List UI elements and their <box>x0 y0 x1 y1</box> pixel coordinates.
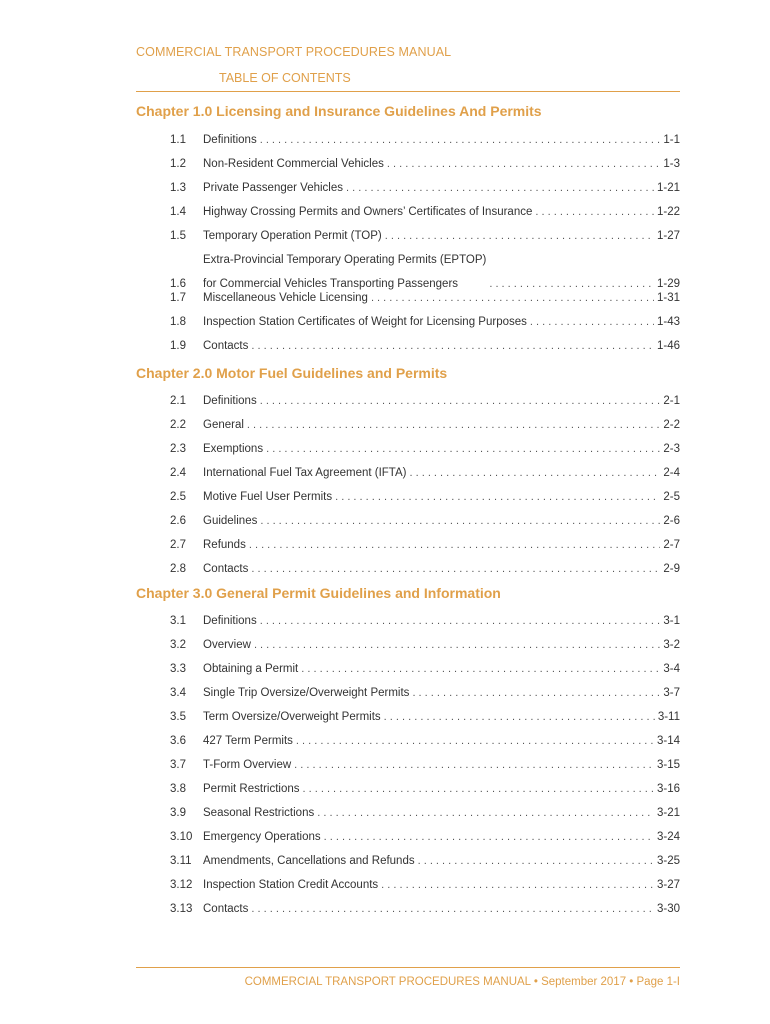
section-number: 3.5 <box>170 711 186 723</box>
toc-entry[interactable] <box>170 638 680 652</box>
section-title: Guidelines <box>203 515 258 527</box>
section-title: Permit Restrictions <box>203 783 300 795</box>
page-number: 3-7 <box>663 687 680 699</box>
dot-leader <box>251 339 654 353</box>
header-divider <box>136 91 680 92</box>
toc-entry[interactable] <box>170 181 680 195</box>
section-title: Seasonal Restrictions <box>203 807 315 819</box>
toc-entry[interactable] <box>170 734 680 748</box>
toc-entry[interactable] <box>170 253 680 291</box>
dot-leader <box>301 662 660 676</box>
section-title-block <box>203 253 486 291</box>
section-title: Inspection Station Certificates of Weight for Licensing Purposes <box>203 316 527 328</box>
footer-divider <box>136 967 680 968</box>
toc-entry[interactable] <box>170 466 680 480</box>
toc-entry[interactable] <box>170 902 680 916</box>
dot-leader <box>266 442 660 456</box>
section-title: Definitions <box>203 134 257 146</box>
page-number: 1-27 <box>656 230 680 242</box>
section-number: 3.6 <box>170 735 186 747</box>
page-number: 3-16 <box>656 783 680 795</box>
section-number: 3.10 <box>170 831 193 843</box>
dot-leader <box>324 830 654 844</box>
section-number: 3.7 <box>170 759 186 771</box>
section-number: 3.13 <box>170 903 193 915</box>
dot-leader <box>335 490 660 504</box>
page-number: 2-1 <box>663 395 680 407</box>
dot-leader <box>260 133 661 147</box>
toc-entry[interactable] <box>170 339 680 353</box>
page-number: 3-11 <box>657 711 680 723</box>
chapter-heading: Chapter 1.0 Licensing and Insurance Guidelines And Permits <box>136 103 542 119</box>
section-number: 1.1 <box>170 134 186 146</box>
toc-entry[interactable] <box>170 291 680 305</box>
dot-leader <box>385 229 654 243</box>
dot-leader <box>381 878 654 892</box>
page-number: 3-24 <box>656 831 680 843</box>
page-number: 2-7 <box>663 539 680 551</box>
section-title: Contacts <box>203 903 249 915</box>
dot-leader <box>418 854 654 868</box>
section-number: 1.6 <box>170 278 186 290</box>
toc-entry[interactable] <box>170 830 680 844</box>
dot-leader <box>409 466 660 480</box>
page-number: 2-4 <box>663 467 680 479</box>
section-title-continued: for Commercial Vehicles Transporting Passengers <box>203 278 459 290</box>
section-title: Highway Crossing Permits and Owners’ Certificates of Insurance <box>203 206 533 218</box>
section-number: 3.4 <box>170 687 186 699</box>
toc-entry[interactable] <box>170 662 680 676</box>
section-number: 3.11 <box>170 855 192 867</box>
section-title: Definitions <box>203 395 257 407</box>
dot-leader <box>530 315 654 329</box>
toc-entry[interactable] <box>170 854 680 868</box>
dot-leader <box>489 277 654 291</box>
dot-leader <box>260 514 660 528</box>
dot-leader <box>371 291 654 305</box>
page-number: 1-21 <box>656 182 680 194</box>
page-number: 1-31 <box>656 292 680 304</box>
section-title: Term Oversize/Overweight Permits <box>203 711 381 723</box>
toc-entry[interactable] <box>170 614 680 628</box>
page-number: 3-25 <box>656 855 680 867</box>
toc-entry[interactable] <box>170 710 680 724</box>
dot-leader <box>251 902 654 916</box>
section-title: Amendments, Cancellations and Refunds <box>203 855 415 867</box>
toc-entry[interactable] <box>170 538 680 552</box>
dot-leader <box>260 394 661 408</box>
toc-heading: TABLE OF CONTENTS <box>219 71 351 85</box>
section-number: 2.1 <box>170 395 186 407</box>
page-number: 1-43 <box>656 316 680 328</box>
dot-leader <box>317 806 654 820</box>
toc-entry[interactable] <box>170 229 680 243</box>
section-number: 1.3 <box>170 182 186 194</box>
section-number: 3.2 <box>170 639 186 651</box>
section-title: General <box>203 419 244 431</box>
page-number: 3-21 <box>656 807 680 819</box>
page-number: 2-9 <box>663 563 680 575</box>
section-number: 1.9 <box>170 340 186 352</box>
section-number: 1.8 <box>170 316 186 328</box>
section-title: Temporary Operation Permit (TOP) <box>203 230 382 242</box>
page-number: 2-2 <box>663 419 680 431</box>
dot-leader <box>535 205 654 219</box>
section-number: 2.5 <box>170 491 186 503</box>
dot-leader <box>412 686 660 700</box>
toc-entry[interactable] <box>170 133 680 147</box>
dot-leader <box>303 782 654 796</box>
section-number: 1.5 <box>170 230 186 242</box>
section-title: 427 Term Permits <box>203 735 293 747</box>
dot-leader <box>296 734 654 748</box>
chapter-heading: Chapter 2.0 Motor Fuel Guidelines and Permits <box>136 365 448 381</box>
section-number: 3.12 <box>170 879 193 891</box>
dot-leader <box>251 562 660 576</box>
page-number: 1-1 <box>663 134 680 146</box>
toc-entry[interactable] <box>170 878 680 892</box>
page-number: 1-22 <box>656 206 680 218</box>
section-number: 3.9 <box>170 807 186 819</box>
toc-entry[interactable] <box>170 562 680 576</box>
section-number: 2.6 <box>170 515 186 527</box>
section-number: 2.7 <box>170 539 186 551</box>
section-title: Inspection Station Credit Accounts <box>203 879 379 891</box>
section-title: Contacts <box>203 340 249 352</box>
page-number: 2-6 <box>663 515 680 527</box>
section-number: 3.1 <box>170 615 186 627</box>
page-number: 3-15 <box>656 759 680 771</box>
dot-leader <box>384 710 655 724</box>
page-number: 3-30 <box>656 903 680 915</box>
dot-leader <box>249 538 661 552</box>
section-number: 1.2 <box>170 158 186 170</box>
manual-title: COMMERCIAL TRANSPORT PROCEDURES MANUAL <box>136 45 452 59</box>
page-footer: COMMERCIAL TRANSPORT PROCEDURES MANUAL • September 2017 • Page 1-I <box>244 976 680 988</box>
dot-leader <box>254 638 660 652</box>
toc-entry[interactable] <box>170 782 680 796</box>
section-number: 1.4 <box>170 206 186 218</box>
toc-entry[interactable] <box>170 315 680 329</box>
section-title: International Fuel Tax Agreement (IFTA) <box>203 467 407 479</box>
section-number: 2.8 <box>170 563 186 575</box>
section-number: 2.2 <box>170 419 186 431</box>
section-title: Extra-Provincial Temporary Operating Permits (EPTOP) <box>203 254 487 266</box>
toc-entry[interactable] <box>170 490 680 504</box>
section-title: Definitions <box>203 615 257 627</box>
page-number: 3-1 <box>663 615 680 627</box>
section-title: Refunds <box>203 539 246 551</box>
section-title: Overview <box>203 639 251 651</box>
page-number: 2-3 <box>663 443 680 455</box>
section-title: Non-Resident Commercial Vehicles <box>203 158 384 170</box>
page-number: 3-27 <box>656 879 680 891</box>
section-title: Contacts <box>203 563 249 575</box>
section-title: Private Passenger Vehicles <box>203 182 343 194</box>
dot-leader <box>247 418 660 432</box>
page-number: 2-5 <box>663 491 680 503</box>
dot-leader <box>294 758 654 772</box>
section-number: 3.3 <box>170 663 186 675</box>
section-title: Exemptions <box>203 443 264 455</box>
page-number: 3-2 <box>663 639 680 651</box>
toc-entry[interactable] <box>170 394 680 408</box>
dot-leader <box>346 181 654 195</box>
page-number: 1-29 <box>656 278 680 290</box>
toc-entry[interactable] <box>170 686 680 700</box>
page-number: 3-14 <box>656 735 680 747</box>
toc-entry[interactable] <box>170 157 680 171</box>
section-title: Miscellaneous Vehicle Licensing <box>203 292 368 304</box>
page-number: 3-4 <box>663 663 680 675</box>
toc-entry[interactable] <box>170 418 680 432</box>
page-number: 1-3 <box>663 158 680 170</box>
section-title: Single Trip Oversize/Overweight Permits <box>203 687 410 699</box>
page-number: 1-46 <box>656 340 680 352</box>
toc-entry[interactable] <box>170 442 680 456</box>
chapter-heading: Chapter 3.0 General Permit Guidelines and Information <box>136 585 501 601</box>
section-title: T-Form Overview <box>203 759 292 771</box>
section-number: 1.7 <box>170 292 186 304</box>
dot-leader <box>260 614 661 628</box>
dot-leader <box>387 157 660 171</box>
toc-entry[interactable] <box>170 806 680 820</box>
section-number: 3.8 <box>170 783 186 795</box>
section-title: Motive Fuel User Permits <box>203 491 333 503</box>
toc-entry[interactable] <box>170 514 680 528</box>
toc-entry[interactable] <box>170 758 680 772</box>
section-title: Emergency Operations <box>203 831 321 843</box>
toc-entry[interactable] <box>170 205 680 219</box>
section-title: Obtaining a Permit <box>203 663 299 675</box>
section-number: 2.3 <box>170 443 186 455</box>
section-number: 2.4 <box>170 467 186 479</box>
